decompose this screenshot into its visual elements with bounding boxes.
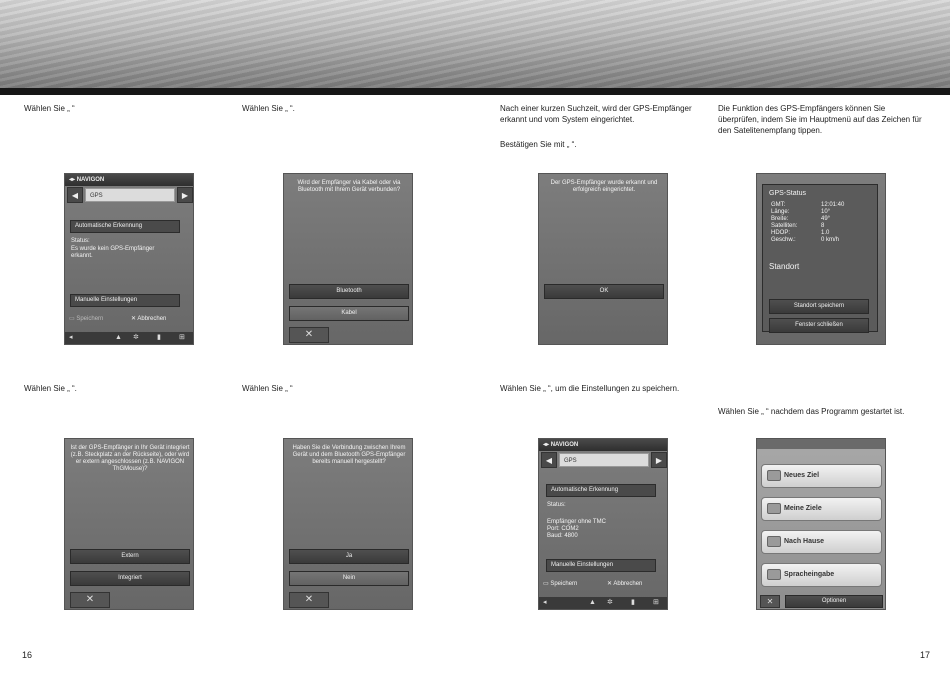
brand-header: ◂▸ NAVIGON — [65, 174, 193, 186]
caption-7: Wählen Sie „ “, um die Einstellungen zu speichern. — [500, 384, 680, 393]
close-window-button[interactable]: Fenster schließen — [769, 318, 869, 333]
row-value: 1.0 — [821, 230, 830, 236]
row-key: Satelliten: — [771, 223, 798, 229]
setting-combo[interactable]: GPS — [559, 453, 649, 467]
ok-button[interactable]: OK — [544, 284, 664, 299]
brand-header: ◂▸ NAVIGON — [539, 439, 667, 451]
cable-button[interactable]: Kabel — [289, 306, 409, 321]
status-title: GPS-Status — [769, 190, 806, 197]
integriert-button[interactable]: Integriert — [70, 571, 190, 586]
folder-icon — [767, 503, 781, 514]
menu-go-home[interactable]: Nach Hause — [761, 530, 882, 554]
status-message: Es wurde kein GPS-Empfänger erkannt. — [71, 246, 155, 259]
back-icon[interactable]: ◂ — [543, 599, 547, 606]
auto-detect-button[interactable]: Automatische Erkennung — [70, 220, 180, 233]
row-value: 12:01:40 — [821, 202, 845, 208]
taskbar — [65, 332, 193, 344]
row-value: 0 km/h — [821, 237, 840, 243]
page-number-left: 16 — [22, 650, 33, 660]
question-text: Haben Sie die Verbindung zwischen Ihrem Gerät und dem Bluetooth GPS-Empfänger bereits manuell hergestellt? — [292, 445, 406, 465]
tools-icon[interactable]: ✕ — [289, 592, 329, 608]
signal-icon: ▲ — [589, 599, 596, 606]
prev-arrow-button[interactable]: ◀ — [67, 187, 83, 203]
screen-bluetooth-paired — [283, 438, 413, 610]
back-icon[interactable]: ◂ — [69, 334, 73, 341]
next-arrow-button[interactable]: ▶ — [651, 452, 667, 468]
arrow-icon — [767, 470, 781, 481]
save-location-button[interactable]: Standort speichern — [769, 299, 869, 314]
menu-my-destinations[interactable]: Meine Ziele — [761, 497, 882, 521]
row-value: 10° — [821, 209, 831, 215]
voice-icon — [767, 569, 781, 580]
selector-row — [541, 452, 667, 468]
satellite-icon: ✲ — [607, 599, 613, 606]
header-rule — [0, 88, 950, 95]
row-value: 8 — [821, 223, 825, 229]
caption-1: Wählen Sie „ “ — [24, 104, 75, 113]
manual-settings-button[interactable]: Manuelle Einstellungen — [546, 559, 656, 572]
caption-3: Nach einer kurzen Suchzeit, wird der GPS-Empfänger erkannt und vom System eingerichtet. — [500, 104, 692, 124]
row-key: Länge: — [771, 209, 790, 215]
cancel-action[interactable]: ✕ Abbrechen — [131, 316, 167, 322]
setting-combo[interactable]: GPS — [85, 188, 175, 202]
status-values — [821, 202, 871, 244]
screen-integrated-external — [64, 438, 194, 610]
page-number-right: 17 — [920, 650, 931, 660]
tools-icon[interactable]: ✕ — [289, 327, 329, 343]
status-label: Status: — [547, 502, 566, 508]
menu-new-destination[interactable]: Neues Ziel — [761, 464, 882, 488]
row-key: GMT: — [771, 202, 786, 208]
row-value: 49° — [821, 216, 831, 222]
caption-2: Wählen Sie „ “. — [242, 104, 295, 113]
taskbar — [539, 597, 667, 609]
baud-line: Baud: 4800 — [547, 533, 578, 539]
extern-button[interactable]: Extern — [70, 549, 190, 564]
selector-row — [67, 187, 193, 203]
next-arrow-button[interactable]: ▶ — [177, 187, 193, 203]
menu-header — [757, 439, 885, 449]
question-text: Ist der GPS-Empfänger in Ihr Gerät integriert (z.B. Steckplatz an der Rückseite), oder wird er extern angeschlossen (z.B. NAVIGON ThGMouse)? — [70, 445, 190, 472]
cancel-action[interactable]: ✕ Abbrechen — [607, 581, 643, 587]
detected-message: Der GPS-Empfänger wurde erkannt und erfolgreich eingerichtet. — [550, 180, 658, 193]
question-text: Wird der Empfänger via Kabel oder via Bluetooth mit Ihrem Gerät verbunden? — [297, 180, 401, 193]
close-icon[interactable]: ✕ — [760, 595, 780, 608]
screen-main-menu — [756, 438, 886, 610]
screen-gps-status — [756, 173, 886, 345]
no-button[interactable]: Nein — [289, 571, 409, 586]
screen-gps-settings — [64, 173, 194, 345]
screen-connection-type — [283, 173, 413, 345]
auto-detect-button[interactable]: Automatische Erkennung — [546, 484, 656, 497]
caption-5: Wählen Sie „ “. — [24, 384, 77, 393]
save-action[interactable]: ▭ Speichern — [543, 581, 578, 587]
tools-icon[interactable]: ✕ — [70, 592, 110, 608]
house-icon — [767, 536, 781, 547]
signal-icon: ▲ — [115, 334, 122, 341]
battery-icon: ▮ — [631, 599, 635, 606]
row-key: Geschw.: — [771, 237, 796, 243]
manual-settings-button[interactable]: Manuelle Einstellungen — [70, 294, 180, 307]
status-label: Status: — [71, 238, 90, 244]
options-button[interactable]: Optionen — [785, 595, 883, 608]
row-key: Breite: — [771, 216, 789, 222]
caption-4: Die Funktion des GPS-Empfängers können Sie überprüfen, indem Sie im Hauptmenü auf das Zeichen für den Satelitenempfang tippen. — [718, 104, 922, 135]
screen-gps-configured — [538, 438, 668, 610]
satellite-icon: ✲ — [133, 334, 139, 341]
bluetooth-button[interactable]: Bluetooth — [289, 284, 409, 299]
menu-voice-input[interactable]: Spracheingabe — [761, 563, 882, 587]
header-banner — [0, 0, 950, 88]
caption-8: Wählen Sie „ “ nachdem das Programm gestartet ist. — [718, 407, 905, 416]
receiver-line: Empfänger ohne TMC — [547, 519, 606, 525]
yes-button[interactable]: Ja — [289, 549, 409, 564]
standort-label: Standort — [769, 262, 800, 271]
row-key: HDOP: — [771, 230, 791, 236]
screen-detected — [538, 173, 668, 345]
battery-icon: ▮ — [157, 334, 161, 341]
prev-arrow-button[interactable]: ◀ — [541, 452, 557, 468]
windows-icon[interactable]: ⊞ — [179, 334, 185, 341]
port-line: Port: COM2 — [547, 526, 579, 532]
caption-3b: Bestätigen Sie mit „ “. — [500, 140, 577, 149]
windows-icon[interactable]: ⊞ — [653, 599, 659, 606]
save-action[interactable]: ▭ Speichern — [69, 316, 104, 322]
caption-6: Wählen Sie „ “ — [242, 384, 293, 393]
